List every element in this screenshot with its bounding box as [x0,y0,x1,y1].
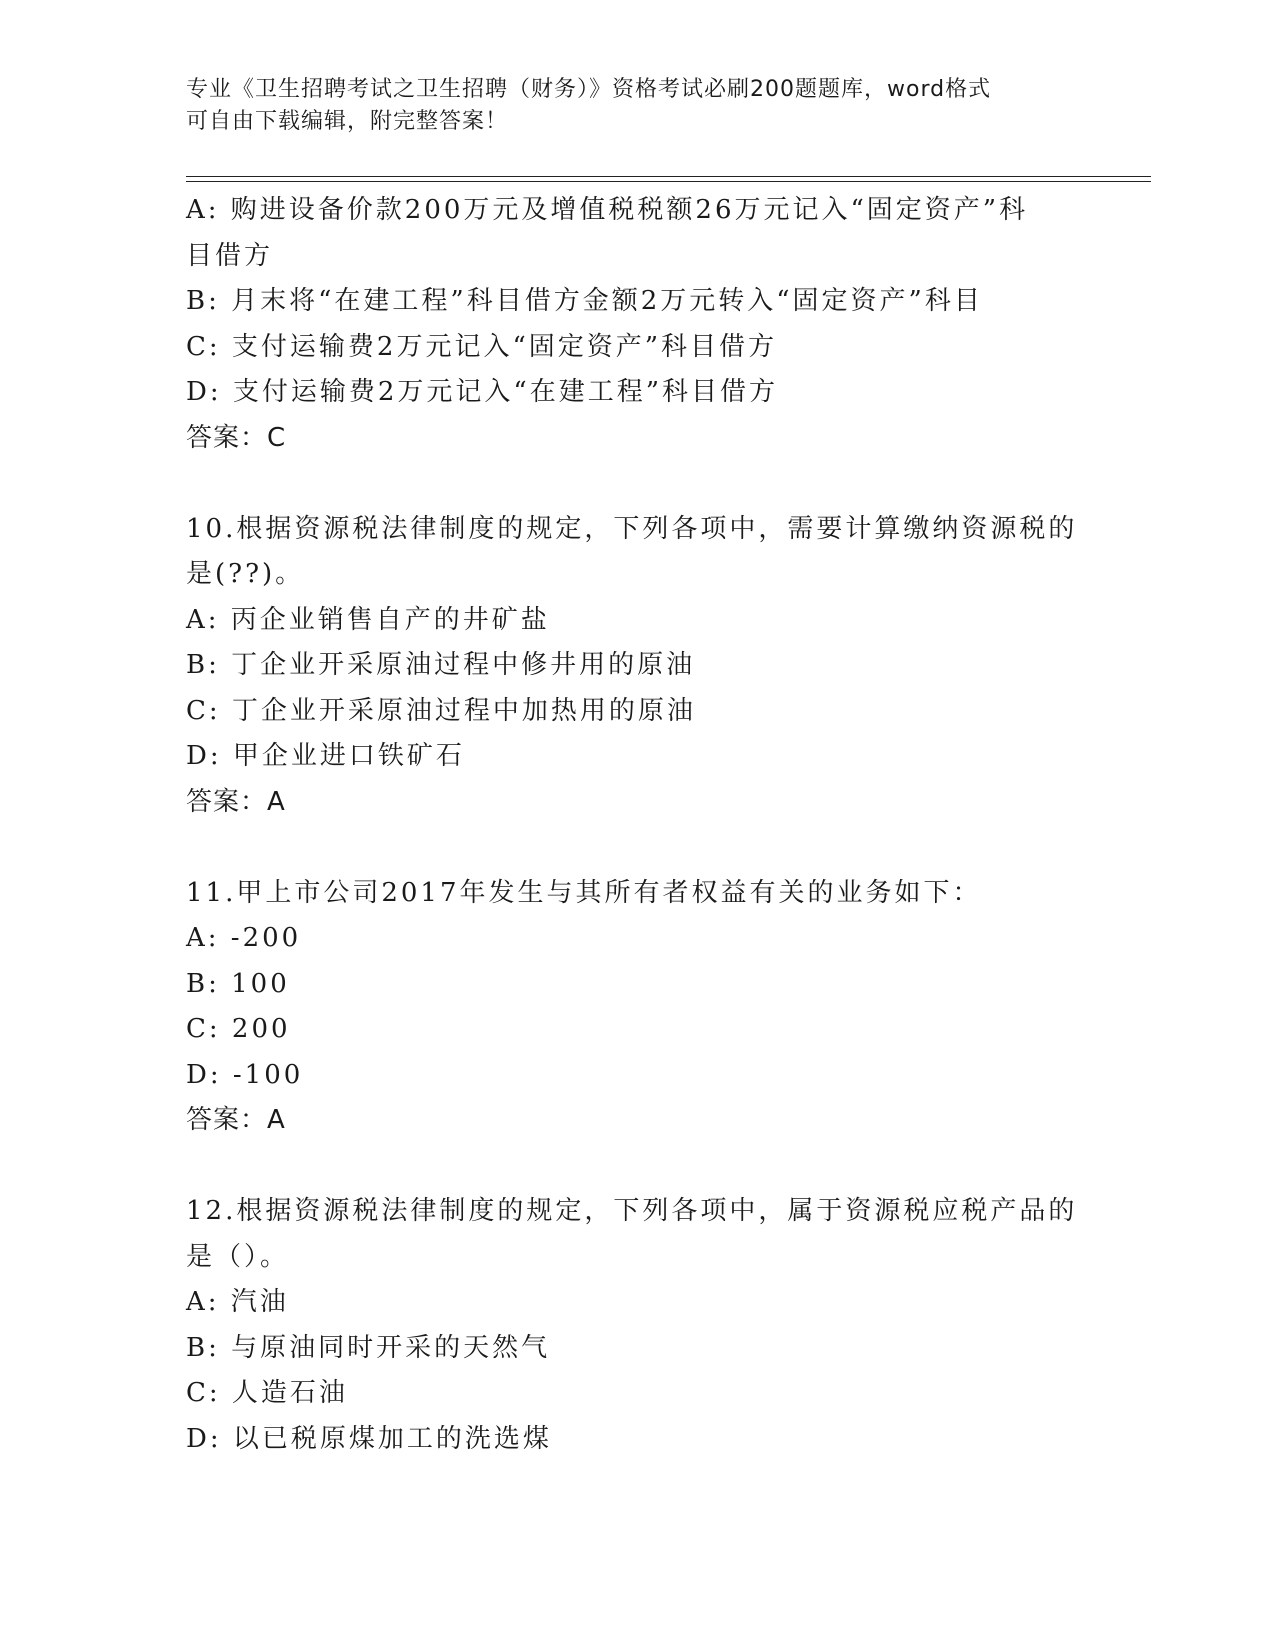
q10-option-a: A: 丙企业销售自产的井矿盐 [186,604,550,635]
spacer [186,825,1086,871]
question-12 [186,1189,1086,1462]
q11-option-d: D: -100 [186,1059,304,1090]
q12-option-b: B: 与原油同时开采的天然气 [186,1332,551,1363]
q12-option-a: A: 汽油 [186,1287,289,1317]
q12-stem-continued: 是（）。 [186,1241,290,1272]
q10-option-c: C: 丁企业开采原油过程中加热用的原油 [186,695,696,726]
question-10 [186,507,1086,826]
document-header [186,74,1086,138]
q11-option-c: C: 200 [186,1014,291,1044]
q10-option-d: D: 甲企业进口铁矿石 [186,741,465,771]
q10-option-b: B: 丁企业开采原油过程中修井用的原油 [186,650,696,680]
q9-option-d: D: 支付运输费2万元记入“在建工程”科目借方 [186,377,778,407]
q10-answer: 答案：A [186,786,286,817]
header-title-line-2: 可自由下载编辑，附完整答案！ [186,109,509,134]
q9-option-a: A: 购进设备价款200万元及增值税税额26万元记入“固定资产”科 [186,195,1029,225]
question-9 [186,188,1086,461]
q9-option-b: B: 月末将“在建工程”科目借方金额2万元转入“固定资产”科目 [186,286,983,316]
q9-answer: 答案：C [186,422,287,453]
question-11 [186,871,1086,1144]
q12-option-d: D: 以已税原煤加工的洗选煤 [186,1423,552,1454]
q9-option-a-continued: 目借方 [186,240,274,271]
header-divider-top [186,176,1151,177]
q11-answer: 答案：A [186,1105,286,1135]
header-divider-bottom [186,181,1151,182]
question-list [186,188,1086,1462]
spacer [186,1144,1086,1190]
q12-stem: 12.根据资源税法律制度的规定，下列各项中，属于资源税应税产品的 [186,1196,1078,1226]
q11-option-a: A: -200 [186,923,302,953]
q11-stem: 11.甲上市公司2017年发生与其所有者权益有关的业务如下： [186,877,982,908]
q12-option-c: C: 人造石油 [186,1378,348,1408]
q10-stem: 10.根据资源税法律制度的规定，下列各项中，需要计算缴纳资源税的 [186,513,1078,544]
q11-option-b: B: 100 [186,968,290,999]
header-title-line-1: 专业《卫生招聘考试之卫生招聘（财务）》资格考试必刷200题题库，word格式 [186,77,992,102]
q9-option-c: C: 支付运输费2万元记入“固定资产”科目借方 [186,331,778,362]
q10-stem-continued: 是(??)。 [186,559,305,589]
spacer [186,461,1086,507]
